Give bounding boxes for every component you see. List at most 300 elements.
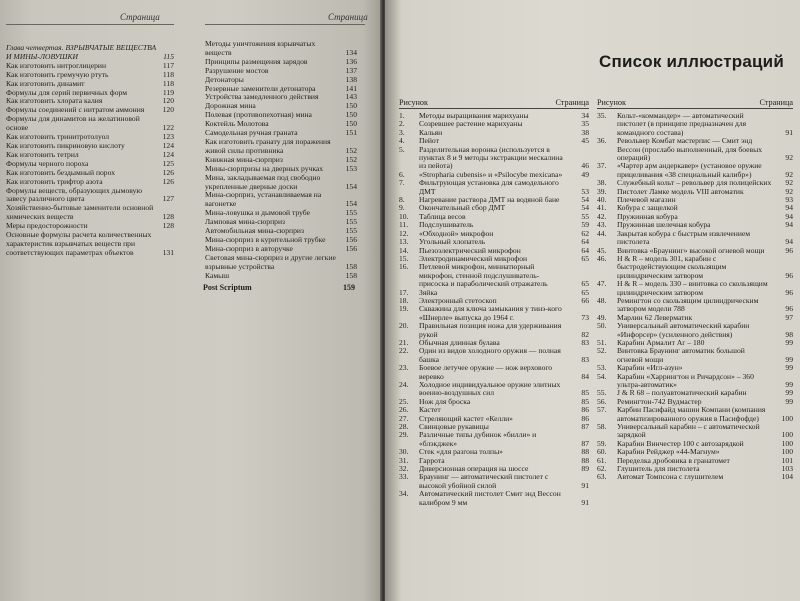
toc-entry-page: 118 xyxy=(162,78,174,88)
illustration-title: Подслушиватель xyxy=(419,220,474,230)
illustration-number: 62. xyxy=(597,464,607,474)
illustration-title: Кастет xyxy=(419,405,441,415)
illustration-page: 98 xyxy=(785,329,793,339)
illustration-title: Различные типы дубинок «билли» и «блэкджек» xyxy=(419,430,537,448)
illustration-page: 54 xyxy=(581,203,589,213)
toc-entry-page: 118 xyxy=(162,69,174,79)
toc-entry-title: Автомобильная мина-сюрприз xyxy=(205,226,304,236)
illustration-page: 53 xyxy=(581,186,589,196)
illustration-title: Универсальный автоматический карабин «Инфорсер» (усиленного действия) xyxy=(617,321,750,339)
illustration-number: 49. xyxy=(597,312,607,322)
illustration-number: 13. xyxy=(399,237,409,247)
toc-entry-page: 120 xyxy=(162,105,174,115)
left-page xyxy=(0,0,382,601)
toc-entry-title: Формулы веществ, образующих дымовую завесу различного цвета xyxy=(6,185,143,204)
illustration-title: Карабин «Игл-азун» xyxy=(617,363,683,373)
illustration-entry xyxy=(597,473,793,481)
toc-entry-page: 156 xyxy=(345,234,357,244)
illustration-number: 1. xyxy=(399,111,405,120)
illustration-title: Диверсионная операция на шоссе xyxy=(419,464,529,474)
toc-entry-page: 141 xyxy=(345,83,357,93)
toc-entry-title: Как изготовить гремучую ртуть xyxy=(6,69,109,79)
toc-entry-title: Полевая (противопехотная) мина xyxy=(205,110,312,120)
illustration-title: Холодное индивидуальное оружие элитных военно-воздушных сил xyxy=(419,380,561,398)
toc-entry-title: Камыш xyxy=(205,270,230,280)
illustration-entry xyxy=(399,364,589,381)
illustration-page: 94 xyxy=(785,211,793,221)
illustration-number: 4. xyxy=(399,136,405,146)
illustration-number: 18. xyxy=(399,295,409,305)
illustration-number: 39. xyxy=(597,186,607,196)
illustration-page: 96 xyxy=(785,287,793,297)
illustration-number: 44. xyxy=(597,228,607,238)
illustration-number: 56. xyxy=(597,396,607,406)
toc-entry-page: 155 xyxy=(345,208,357,218)
illustration-page: 94 xyxy=(785,237,793,247)
illustration-entry xyxy=(597,280,793,297)
illustrations-header-1 xyxy=(399,98,589,107)
illustration-number: 15. xyxy=(399,253,409,263)
illustration-title: Кольт-«коммандер» — автоматический пистолет (в принципе предназначен для командного состава) xyxy=(617,111,747,137)
toc-entry-title: Мины-сюрпризы на дверных ручках xyxy=(205,163,324,173)
illustration-page: 62 xyxy=(581,228,589,238)
illustration-title: Один из видов холодного оружия — полная башка xyxy=(419,346,561,364)
toc-entry-title: Формулы для динамитов на желатиновой основе xyxy=(6,114,140,133)
illustration-entry xyxy=(597,423,793,440)
toc-entry-title: Методы уничтожения взрывчатых веществ xyxy=(205,39,316,57)
illustration-page: 100 xyxy=(781,447,793,457)
illustration-number: 16. xyxy=(399,262,409,272)
toc-entry-title: Мина, закладываемая под свободно укрепленные дверные доски xyxy=(205,172,321,191)
illustration-page: 87 xyxy=(581,438,589,448)
post-scriptum-label: Post Scriptum xyxy=(203,283,252,292)
illustration-title: Созревшее растение марихуаны xyxy=(419,119,523,129)
illustration-title: Правильная позиция ножа для удерживания рукой xyxy=(419,321,562,339)
illustration-page: 66 xyxy=(581,295,589,305)
toc-entry-title: Формулы для серий первичных форм xyxy=(6,87,128,97)
illustration-title: Браунинг — автоматический пистолет с высокой убойной силой xyxy=(419,472,549,490)
illustration-number: 11. xyxy=(399,220,409,230)
illustration-title: Пружинная шелечная кобура xyxy=(617,220,711,230)
illustration-number: 41. xyxy=(597,203,607,213)
illustration-page: 99 xyxy=(785,388,793,398)
toc-entry-title: Как изготовить хлората калия xyxy=(6,96,103,106)
illustration-page: 104 xyxy=(781,472,793,482)
illustration-number: 25. xyxy=(399,396,409,406)
illustration-number: 9. xyxy=(399,203,405,213)
illustration-page: 85 xyxy=(581,388,589,398)
illustration-entry xyxy=(597,347,793,364)
toc-entry-page: 119 xyxy=(162,87,174,97)
illustration-number: 33. xyxy=(399,472,409,482)
toc-entry-page: 128 xyxy=(162,212,174,222)
contents-column-1 xyxy=(6,44,174,258)
toc-entry-title: Световая мина-сюрприз и другие легкие взрывные устройства xyxy=(205,252,336,271)
illustration-title: «Обходной» микрофон xyxy=(419,228,494,238)
illustration-page: 96 xyxy=(785,304,793,314)
toc-entry-title: Дорожная мина xyxy=(205,101,256,111)
illustration-number: 31. xyxy=(399,455,409,465)
illustration-number: 36. xyxy=(597,136,607,146)
illustration-title: Петлевой микрофон, миниатюрный микрофон, стенной подслушиватель-присоска и параболический отражатель xyxy=(419,262,548,289)
toc-entry-title: Формулы черного пороха xyxy=(6,158,89,168)
header-rule xyxy=(6,24,174,25)
illustration-title: Методы выращивания марихуаны xyxy=(419,111,529,120)
illustration-number: 38. xyxy=(597,178,607,188)
header-rule xyxy=(597,108,793,109)
illustration-title: Карбин Пасифайд машин Компани (компания автоматизированного оружия в Пасифофде) xyxy=(617,405,766,423)
illustration-title: Карабин Винчестер 100 с автозарядкой xyxy=(617,438,744,448)
toc-entry-title: Коктейль Молотова xyxy=(205,119,269,129)
illustration-page: 99 xyxy=(785,354,793,364)
toc-entry xyxy=(6,187,174,205)
illustration-page: 83 xyxy=(581,337,589,347)
illustration-page: 88 xyxy=(581,455,589,465)
illustration-page: 59 xyxy=(581,220,589,230)
illustration-entry xyxy=(597,162,793,179)
header-rule xyxy=(399,108,589,109)
illustration-title: Н & R – модель 330 – винтовка со скользящим цилиндрическим затвором xyxy=(617,279,768,297)
illustration-page: 83 xyxy=(581,354,589,364)
illustration-page: 91 xyxy=(581,497,589,507)
illustration-page: 103 xyxy=(781,464,793,474)
illustration-number: 27. xyxy=(399,413,409,423)
illustration-title: «Чартер арм андеркавер» (установое оружие прицеливания «38 специальный калибр») xyxy=(617,161,762,179)
illustration-entry xyxy=(597,406,793,423)
toc-entry-page: 155 xyxy=(345,217,357,227)
illustration-title: Кобура с защелкой xyxy=(617,203,678,213)
illustration-entry xyxy=(399,179,589,196)
header-page-label: Страница xyxy=(759,98,793,107)
toc-entry-page: 134 xyxy=(345,47,357,57)
illustration-page: 86 xyxy=(581,405,589,415)
illustration-page: 86 xyxy=(581,413,589,423)
toc-entry-title: Детонаторы xyxy=(205,74,244,84)
illustration-page: 55 xyxy=(581,211,589,221)
illustration-entry xyxy=(399,305,589,322)
illustration-title: Стреляющий кастет «Келли» xyxy=(419,413,513,423)
illustration-title: Карабин Рейджер «44-Магнум» xyxy=(617,447,720,457)
illustration-page: 91 xyxy=(785,127,793,137)
illustration-number: 7. xyxy=(399,178,405,188)
toc-entry-page: 137 xyxy=(345,65,357,75)
illustration-title: Кальян xyxy=(419,127,443,137)
illustrations-column-1 xyxy=(399,112,589,507)
toc-entry-title: Как изготовить тринитротолуол xyxy=(6,132,110,142)
toc-entry-page: 115 xyxy=(163,51,174,61)
illustration-number: 8. xyxy=(399,195,405,205)
toc-entry xyxy=(205,254,357,272)
toc-entry-title: Принципы размещения зарядов xyxy=(205,56,308,66)
illustration-page: 49 xyxy=(581,169,589,179)
toc-entry-title: Как изготовить нитроглицерин xyxy=(6,60,107,70)
toc-entry-title: Как изготовить трифтор азота xyxy=(6,176,103,186)
toc-entry-page: 150 xyxy=(345,119,357,129)
illustration-number: 52. xyxy=(597,346,607,356)
toc-entry-page: 151 xyxy=(345,128,357,138)
illustration-entry xyxy=(399,146,589,171)
toc-entry xyxy=(6,231,174,258)
illustration-page: 88 xyxy=(581,447,589,457)
toc-entry-page: 126 xyxy=(162,167,174,177)
illustration-number: 5. xyxy=(399,144,405,154)
illustration-title: Револьвер Комбат мастерпис — Смит энд Вессон (прослабо выполненный, для боевых операций) xyxy=(617,136,763,163)
illustration-page: 82 xyxy=(581,329,589,339)
toc-entry xyxy=(6,204,174,222)
header-page-label: Страница xyxy=(555,98,589,107)
illustration-title: Разделительная воронка (используется в пунктах 8 и 9 методы экстракции мескалина из пейота) xyxy=(419,144,563,171)
illustration-title: Карабин «Харрингтон и Ричардсон» – 360 ультра-автоматик» xyxy=(617,371,754,389)
illustration-page: 94 xyxy=(785,203,793,213)
illustration-entry xyxy=(399,473,589,490)
illustration-title: Пружинная кобура xyxy=(617,211,678,221)
illustration-title: Н & R – модель 301, карабин с быстродействующим скользящим цилиндрическим затвором xyxy=(617,253,727,280)
illustration-number: 12. xyxy=(399,228,409,238)
illustration-number: 47. xyxy=(597,279,607,289)
illustration-page: 92 xyxy=(785,178,793,188)
illustration-entry xyxy=(597,297,793,314)
illustration-number: 53. xyxy=(597,363,607,373)
illustration-number: 19. xyxy=(399,304,409,314)
post-scriptum-entry xyxy=(203,283,355,292)
illustration-number: 20. xyxy=(399,321,409,331)
illustration-page: 100 xyxy=(781,413,793,423)
toc-entry xyxy=(205,272,357,281)
illustration-page: 93 xyxy=(785,195,793,205)
illustration-number: 43. xyxy=(597,220,607,230)
toc-entry-title: Разрушение мостов xyxy=(205,65,269,75)
toc-entry-page: 138 xyxy=(345,74,357,84)
toc-entry-page: 124 xyxy=(162,140,174,150)
illustration-page: 94 xyxy=(785,220,793,230)
toc-entry xyxy=(205,174,357,192)
illustration-number: 63. xyxy=(597,472,607,482)
toc-entry-title: Самодельная ручная граната xyxy=(205,128,298,138)
illustration-number: 57. xyxy=(597,405,607,415)
illustration-title: Винтовка Браунинг автоматик большой огневой мощи xyxy=(617,346,745,364)
illustration-title: Глушитель для пистолета xyxy=(617,464,700,474)
illustration-entry xyxy=(399,322,589,339)
toc-entry xyxy=(205,191,357,209)
toc-entry-page: 150 xyxy=(345,101,357,111)
illustration-number: 24. xyxy=(399,380,409,389)
illustration-title: Универсальный карабин – с автоматической зарядкой xyxy=(617,422,760,440)
toc-entry-page: 152 xyxy=(345,145,357,155)
illustration-entry xyxy=(399,431,589,448)
toc-entry-title: Как изготовить бездымный порох xyxy=(6,167,116,177)
illustration-number: 37. xyxy=(597,161,607,171)
illustration-page: 45 xyxy=(581,136,589,146)
toc-entry-page: 153 xyxy=(345,163,357,173)
illustration-title: Свинцовые рукавицы xyxy=(419,422,489,432)
illustration-title: Переделка дробовика в гранатомет xyxy=(617,455,730,465)
illustration-title: Боевое летучее оружие — нож верхового веревко xyxy=(419,363,553,381)
illustration-entry xyxy=(597,112,793,137)
toc-entry-title: Хозяйственно-бытовые заменители основной химических веществ xyxy=(6,203,154,222)
illustration-title: Служебный кольт – револьвер для полицейских xyxy=(617,178,772,188)
toc-entry-page: 120 xyxy=(162,96,174,106)
toc-entry-page: 131 xyxy=(162,247,174,257)
illustration-page: 65 xyxy=(581,279,589,289)
page-column-header: Страница xyxy=(328,12,368,22)
illustration-number: 21. xyxy=(399,337,409,347)
toc-entry-page: 150 xyxy=(345,110,357,120)
illustration-entry xyxy=(597,373,793,390)
toc-entry-title: Устройства замедленного действия xyxy=(205,92,319,102)
illustration-title: Автоматический пистолет Смит энд Вессон калибром 9 мм xyxy=(419,489,561,507)
toc-entry-page: 125 xyxy=(162,158,174,168)
illustration-entry xyxy=(399,347,589,364)
illustration-entry xyxy=(399,490,589,507)
illustration-title: Винтовка «Браунинг» высокой огневой мощи xyxy=(617,245,765,255)
toc-entry-page: 158 xyxy=(345,261,357,271)
toc-entry xyxy=(205,40,357,58)
toc-entry-page: 154 xyxy=(345,199,357,209)
illustration-title: Закрытая кобура с быстрым извлечением пистолета xyxy=(617,228,751,247)
illustration-number: 23. xyxy=(399,363,409,373)
illustration-entry xyxy=(597,322,793,339)
illustration-page: 99 xyxy=(785,396,793,406)
illustration-number: 26. xyxy=(399,405,409,415)
illustrations-column-2 xyxy=(597,112,793,482)
illustration-page: 54 xyxy=(581,195,589,205)
illustration-number: 51. xyxy=(597,337,607,347)
illustration-title: «Stropharia cubensis» и «Psilocybe mexicana» xyxy=(419,169,563,179)
illustration-number: 10. xyxy=(399,211,409,221)
illustration-number: 3. xyxy=(399,127,405,137)
illustration-page: 92 xyxy=(785,153,793,163)
toc-entry-title: Резервные заменители детонатора xyxy=(205,83,316,93)
illustration-title: Нагревание раствора ДМТ на водяной бане xyxy=(419,195,560,205)
illustration-number: 55. xyxy=(597,388,607,398)
illustration-title: Ремингтон-742 Вудмастер xyxy=(617,396,702,406)
toc-entry-page: 126 xyxy=(162,176,174,186)
illustration-number: 32. xyxy=(399,464,409,474)
toc-entry-title: Как изготовить тетрил xyxy=(6,149,79,159)
illustration-page: 92 xyxy=(785,169,793,179)
illustration-title: Пьезоэлектрический микрофон xyxy=(419,245,521,255)
illustration-page: 64 xyxy=(581,237,589,247)
illustration-page: 38 xyxy=(581,127,589,137)
illustration-entry xyxy=(399,381,589,398)
illustration-page: 96 xyxy=(785,270,793,280)
toc-entry-title: Книжная мина-сюрприз xyxy=(205,154,283,164)
illustration-page: 99 xyxy=(785,363,793,373)
header-figure-label: Рисунок xyxy=(597,98,627,107)
toc-entry-title: Глава четвертая. ВЗРЫВЧАТЫЕ ВЕЩЕСТВА И МИНЫ-ЛОВУШКИ xyxy=(6,43,157,61)
illustration-page: 65 xyxy=(581,253,589,263)
page-column-header: Страница xyxy=(120,12,160,22)
illustration-title: Скважина для ключа замыкания у тинэ-кого «Шнерле» выпуска до 1964 г. xyxy=(419,304,562,322)
toc-entry-page: 155 xyxy=(345,226,357,236)
toc-entry-page: 123 xyxy=(162,132,174,142)
illustration-page: 34 xyxy=(581,111,589,120)
illustration-number: 22. xyxy=(399,346,409,356)
illustration-title: Пейот xyxy=(419,136,439,146)
toc-entry-page: 124 xyxy=(162,149,174,159)
illustration-page: 91 xyxy=(581,480,589,490)
illustration-title: Гаррота xyxy=(419,455,445,465)
post-scriptum-page: 159 xyxy=(343,283,355,292)
toc-entry-title: Ламповая мина-сюрприз xyxy=(205,217,286,227)
illustration-number: 17. xyxy=(399,287,409,297)
illustration-title: Электронный стетоскоп xyxy=(419,295,497,305)
illustration-page: 100 xyxy=(781,430,793,440)
toc-entry-page: 156 xyxy=(345,243,357,253)
illustration-page: 35 xyxy=(581,119,589,129)
illustration-page: 97 xyxy=(785,312,793,322)
illustration-entry xyxy=(399,263,589,288)
illustration-number: 29. xyxy=(399,430,409,440)
toc-entry-page: 143 xyxy=(345,92,357,102)
header-rule xyxy=(205,24,365,25)
illustration-title: Карабин Армалит Аг – 180 xyxy=(617,337,705,347)
toc-entry-page: 122 xyxy=(162,123,174,133)
illustration-entry xyxy=(597,255,793,280)
toc-entry-title: Меры предосторожности xyxy=(6,221,88,231)
toc-entry xyxy=(205,138,357,156)
illustration-title: Пистолет Ламке модель VIII автоматик xyxy=(617,186,744,196)
toc-entry-page: 136 xyxy=(345,56,357,66)
illustration-number: 60. xyxy=(597,447,607,457)
illustration-page: 89 xyxy=(581,464,589,474)
illustration-page: 96 xyxy=(785,245,793,255)
illustration-page: 84 xyxy=(581,371,589,381)
illustration-number: 54. xyxy=(597,371,607,381)
illustration-title: Таблица весов xyxy=(419,211,466,221)
toc-entry-title: Формулы соединений с нитратом аммония xyxy=(6,105,145,115)
illustration-page: 100 xyxy=(781,438,793,448)
illustration-page: 87 xyxy=(581,422,589,432)
toc-entry-title: Мина-сюрприз, устанавливаемая на вагонетке xyxy=(205,190,322,209)
illustration-number: 2. xyxy=(399,119,405,129)
illustration-page: 64 xyxy=(581,245,589,255)
illustration-number: 46. xyxy=(597,253,607,263)
illustration-page: 46 xyxy=(581,161,589,171)
illustration-number: 61. xyxy=(597,455,607,465)
illustration-page: 65 xyxy=(581,287,589,297)
right-page xyxy=(385,0,800,601)
illustration-number: 59. xyxy=(597,438,607,448)
illustration-title: Марлин 62 Леверматик xyxy=(617,312,693,322)
illustration-title: Электродинамический микрофон xyxy=(419,253,528,263)
toc-entry xyxy=(6,115,174,133)
toc-entry-title: Мина-сюрприз в курительной трубке xyxy=(205,234,326,244)
illustration-number: 40. xyxy=(597,195,607,205)
illustration-number: 6. xyxy=(399,169,405,179)
header-figure-label: Рисунок xyxy=(399,98,429,107)
contents-column-2 xyxy=(205,40,357,280)
toc-entry-title: Мина-ловушка и дымовой трубе xyxy=(205,208,310,218)
illustration-page: 73 xyxy=(581,312,589,322)
illustration-title: Автомат Томпсона с глушителем xyxy=(617,472,724,482)
illustration-title: Окончательный сбор ДМТ xyxy=(419,203,506,213)
illustration-number: 35. xyxy=(597,111,607,120)
toc-entry xyxy=(6,44,174,62)
illustration-number: 14. xyxy=(399,245,409,255)
page-title: Список иллюстраций xyxy=(599,52,784,71)
illustration-number: 50. xyxy=(597,321,607,331)
illustration-number: 28. xyxy=(399,422,409,432)
illustration-page: 99 xyxy=(785,337,793,347)
toc-entry-page: 128 xyxy=(162,221,174,231)
toc-entry-page: 117 xyxy=(162,60,174,70)
toc-entry-page: 127 xyxy=(162,194,174,204)
illustration-title: Стек «для разгона толпы» xyxy=(419,447,503,457)
toc-entry-page: 154 xyxy=(345,181,357,191)
toc-entry-title: Как изготовить динамит xyxy=(6,78,85,88)
illustration-number: 42. xyxy=(597,211,607,221)
